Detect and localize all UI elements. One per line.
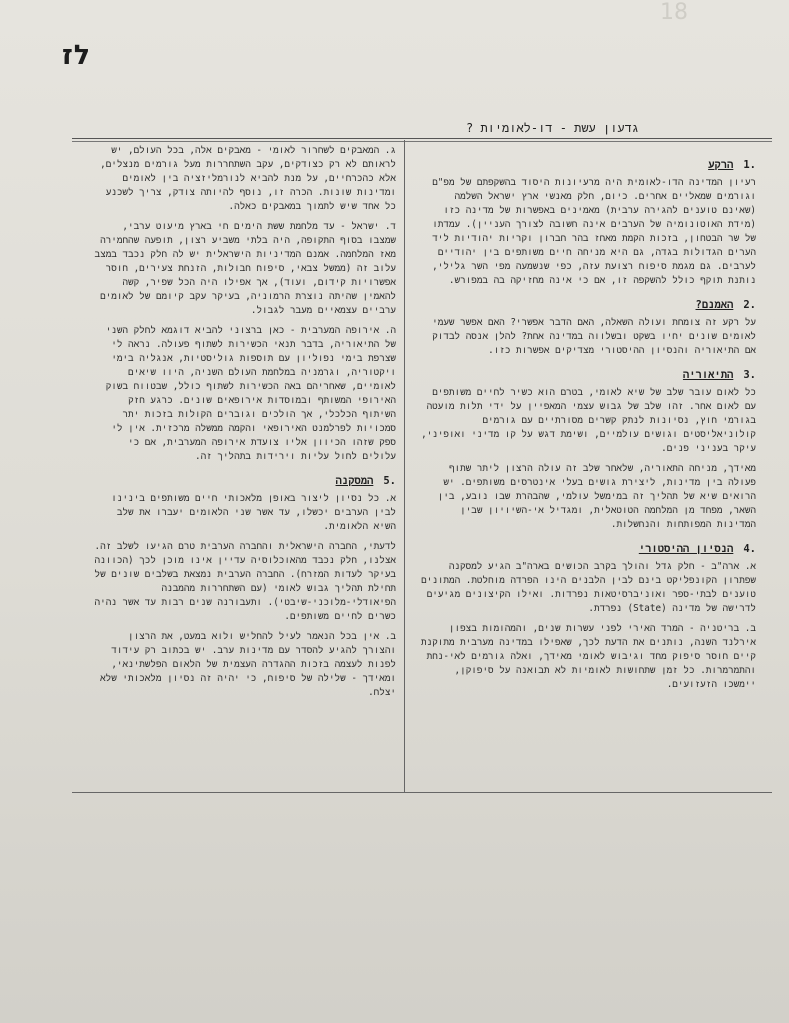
section-heading: .3התיאוריה (682, 369, 756, 381)
paragraph: ה. אירופה המערבית - כאן ברצוני להביא דוגמא לחלק השני של התיאוריה, בדבר תנאי הכשירות לשתוף פעולה. נראה לי שצרפת בימי נפוליון עם תוספות גוליסטיות, אנגליה בימי ויקטוריה, וגרמניה במלחמת העולם השניה, היוו שיאים לאומיים, שאחריהם באה הכשירות לשתוף כולל, שבטווח בשוק האירופי המשותף ובמוסדות אירופאים שונים. כרגע חזק השיתוף הכלכלי, אך הולכים וגוברים הקולות בזכות יתר סמכויות לפרלמנט האירופאי והקמה ממשלה מרכזית. אין לי ספק שזהו הכיוון אליו צועדת אירופה המערבית, אם כי עלולים לחול עליות וירידות בתהליך זה. (105, 325, 396, 462)
footer-rule (72, 792, 772, 793)
paragraph: כל לאום עובר שלב של שיא לאומי, בטרם הוא כשיר לחיים משותפים עם לאום אחר. זהו שלב של גבוש עצמי המאפיין על ידי תלות מועטה בגורמי חוץ, נסיונות לנתק קשרים מסורתיים עם גורמים קולוניאליסטים וגושים עולמיים, ושימת דגש על קו מדיני ואופיני, עיקר בעניני פנים. (421, 387, 756, 454)
paragraph: לדעתי, החברה הישראלית והחברה הערבית טרם הגיעו לשלב זה. אצלנו, חלק נכבד מהאוכלוסיה עדיין אינו מוכן לכך (הכוונה בעיקר לעדות המזרח). החברה הערבית נמצאת בשלבים שונים של תחילת תהליך גבוש לאומי (עם השתחררות מהמבנה הפיאודלי-מלוכני-שיבטי). ותעבורנה שנים רבות עד אשר נהיה כשרים לחיים משותפים. (94, 541, 396, 622)
left-column (92, 144, 396, 706)
section-heading: .2האמנם? (695, 299, 756, 311)
paragraph: ב. בריטניה - המרד האירי לפני עשרות שנים, והמהומות בצפון אירלנד השנה, נותנים את הדעת לכך, שאפילו במדינה מערבית מתוקנת קיים חוסר סיפוק מחד וגיבוש לאומי מאידך, ואלה גורמים לאי-נחת והתמרמרות. כל זמן שתחושות לאומיות לא תבואנה על סיפוקן, יימשכו הזעזועים. (421, 623, 756, 690)
running-header: גדעון עשת - דו-לאומיות ? (466, 121, 639, 135)
paragraph: ב. אין בכל הנאמר לעיל להחליש ולוא במעט, את הרצון והצורך להגיע להסדר עם מדינות ערב. יש בכתוב רק עידוד לפנות לעצמה בזכות ההגדרה העצמית של הלאום הפלשתינאי, ומאידך - שלילה של סיפוח, כי יהיה זה נסיון מלאכותי שלא יצלח. (100, 631, 396, 698)
paragraph: מאידך, מניחה התאוריה, שלאחר שלב זה עולה הרצון ליתר שתוף פעולה בין מדינות, ליצירת גושים בעלי אינטרסים משותפים. יש הרואים שיא של תהליך זה במימשל עולמי, שהבהרת שבו נובע, בין השאר, מפחד מן המלחמה הטוטאלית, ומגדיל אי-השיויון שבין המדינות המפותחות והנחשלות. (437, 463, 756, 530)
section-heading: .5המסקנה (335, 475, 396, 487)
section-heading: .4הנסיון ההיסטורי (638, 543, 756, 555)
bleed-through-mark: 18 (660, 0, 688, 25)
paragraph: ג. המאבקים לשחרור לאומי - מאבקים אלה, בכל העולם, יש לראותם לא רק כצודקים, עקב השתחררות מעל גורמים מנצלים, אלא כהכרחיים, על מנת להביא לנורמליזציה בין לאומים ומדינות שונות. הכרה זו, נוסף להיותה צודק, צריך לשכנע כל אחד שיש לתמוך במאבקים כאלה. (100, 145, 396, 212)
paragraph: רעיון המדינה הדו-לאומית היה מרעיונות היסוד בהשקפתם של מפ"ם וגורמים שמאליים אחרים. כיום, חלק מאנשי ארץ ישראל השלמה (שאינם טוענים להגירה ערבית) מאמינים באפשרות של מדינה כזו (מידת האוטונומיה של הערבים אינה חשובה לצורך העניין). עמדתו של שר הבטחון, בזכות הקמת מאחז בהר חברון וקריות יהודיות ליד הערים הגדולות בגדה, גם היא מניחה חיים משותפים בין יהודיים לערבים. גם מגמת סיפוח רצועת עזה, כפי שנשמעה מפי השר גלילי, נותנת תוקף כולל להשקפה זו, אם כי אינה מחזיקה בה במפורש. (432, 177, 756, 286)
header-rule-2 (72, 141, 772, 142)
section-heading: .1הרקע (708, 159, 756, 171)
paragraph: א. ארה"ב - חלק גדל והולך בקרב הכושים בארה"ב הגיע למסקנה שפתרון הקונפליקט בינם לבין הלבנים הינו הפרדה מוחלטת. המתונים טוענים לבתי-ספר ואוניברסיטאות נפרדות. ואילו הקיצונים מגיעים לדרישה של מדינה (State) נפרדת. (421, 561, 756, 614)
paragraph: א. כל נסיון ליצור באופן מלאכותי חיים משותפים בינינו לבין הערבים יכשלו, עד אשר שני הלאומים יעברו את שלב השיא הלאומית. (111, 493, 396, 532)
header-rule (72, 138, 772, 139)
paragraph: ד. ישראל - עד מלחמת ששת הימים חי בארץ מיעוט ערבי, שמצבו בסוף התקופה, היה בלתי משביע רצון, תופעה שהחמירה מאז המלחמה. אמנם המדיניות הישראלית יש לה חלק נכבד במצב עלוב זה (ממשל צבאי, סיפוח חבולות, הזנחת צעירים, חוסר אפשרויות קידום, ועוד), אך אפילו היה הכל שפיר, קשה להאמין שהיתה נוצרת הרמוניה, בעיקר עקב קיומם של לאומים ערביים עצמאיים מעבר לגבול. (94, 221, 396, 316)
right-column (416, 148, 756, 698)
paragraph: על רקע זה צומחת ועולה השאלה, האם הדבר אפשרי? האם אפשר שעמי לאומים שונים יחיו בשקט ובשלווה במדינה אחת? להלן אנסה לבדוק אם התיאוריה והנסיון ההיסטורי מצדיקים אפשרות כזו. (432, 317, 756, 356)
page-number: לז (62, 40, 92, 71)
column-divider (404, 140, 405, 792)
